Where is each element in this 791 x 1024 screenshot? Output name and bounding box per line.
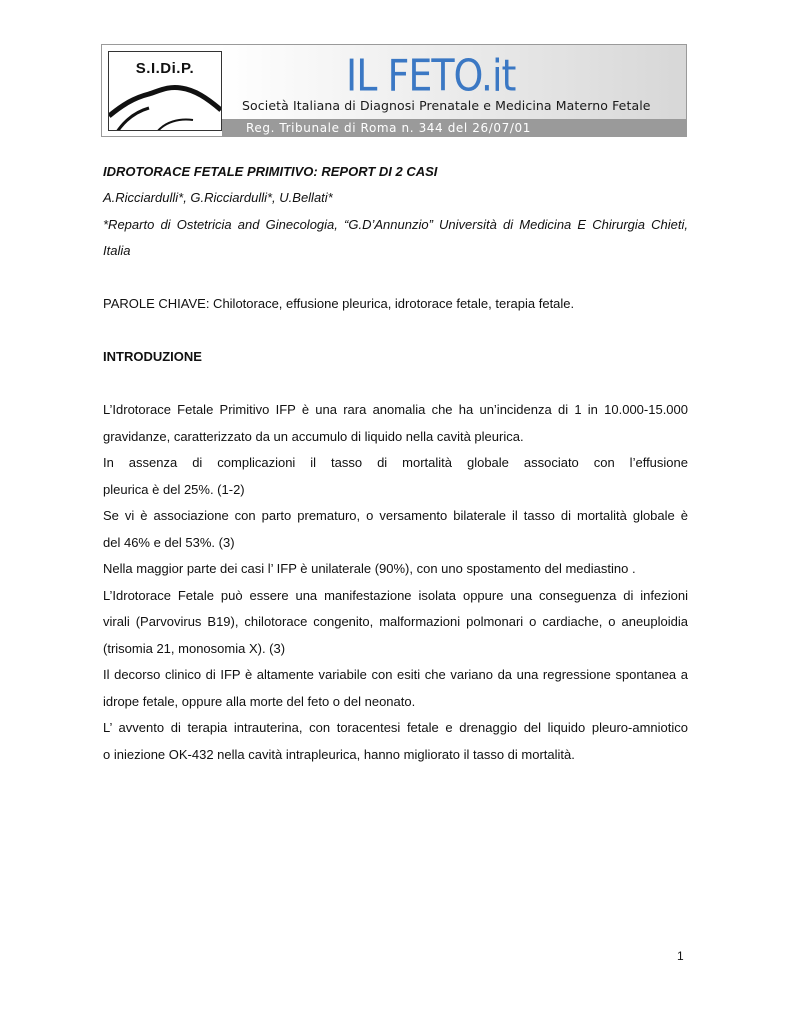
body-line: L’Idrotorace Fetale Primitivo IFP è una rara anomalia che ha un’incidenza di 1 in 10.000-15.000 — [103, 402, 688, 417]
body-line: Il decorso clinico di IFP è altamente variabile con esiti che variano da una regressione spontanea a — [103, 667, 688, 682]
logo-text: S.I.Di.P. — [135, 60, 195, 77]
affiliation-line: Italia — [103, 243, 131, 258]
journal-header-banner — [101, 44, 687, 137]
body-line: pleurica è del 25%. (1-2) — [103, 482, 245, 497]
society-name: Società Italiana di Diagnosi Prenatale e Medicina Materno Fetale — [242, 98, 651, 113]
logo-hills-icon — [109, 76, 221, 131]
affiliation-line: *Reparto di Ostetricia and Ginecologia, “G.D’Annunzio” Università di Medicina E Chirurgia Chieti, — [103, 217, 688, 232]
body-line: virali (Parvovirus B19), chilotorace congenito, malformazioni polmonari o cardiache, o aneuploidia — [103, 614, 688, 629]
body-line: Nella maggior parte dei casi l’ IFP è unilaterale (90%), con uno spostamento del mediastino . — [103, 561, 636, 576]
body-line: (trisomia 21, monosomia X). (3) — [103, 641, 286, 656]
body-line: gravidanze, caratterizzato da un accumulo di liquido nella cavità pleurica. — [103, 429, 524, 444]
body-line: del 46% e del 53%. (3) — [103, 535, 235, 550]
article-authors: A.Ricciardulli*, G.Ricciardulli*, U.Bellati* — [103, 190, 333, 205]
registration-text: Reg. Tribunale di Roma n. 344 del 26/07/01 — [246, 121, 531, 135]
body-line: o iniezione OK-432 nella cavità intrapleurica, hanno migliorato il tasso di mortalità. — [103, 747, 575, 762]
keywords: PAROLE CHIAVE: Chilotorace, effusione pleurica, idrotorace fetale, terapia fetale. — [103, 296, 575, 311]
sidip-logo — [108, 51, 222, 131]
body-line: idrope fetale, oppure alla morte del feto o del neonato. — [103, 694, 416, 709]
body-line: L’Idrotorace Fetale può essere una manifestazione isolata oppure una conseguenza di infezioni — [103, 588, 688, 603]
body-line: Se vi è associazione con parto prematuro, o versamento bilaterale il tasso di mortalità globale è — [103, 508, 688, 523]
page-number: 1 — [677, 949, 684, 963]
section-heading: INTRODUZIONE — [103, 349, 202, 364]
body-line: In assenza di complicazioni il tasso di mortalità globale associato con l’effusione — [103, 455, 688, 470]
article-title: IDROTORACE FETALE PRIMITIVO: REPORT DI 2 CASI — [103, 164, 438, 179]
site-title: IL FETO.it — [346, 50, 516, 101]
registration-bar — [222, 119, 687, 137]
body-line: L’ avvento di terapia intrauterina, con toracentesi fetale e drenaggio del liquido pleuro-amniotico — [103, 720, 688, 735]
